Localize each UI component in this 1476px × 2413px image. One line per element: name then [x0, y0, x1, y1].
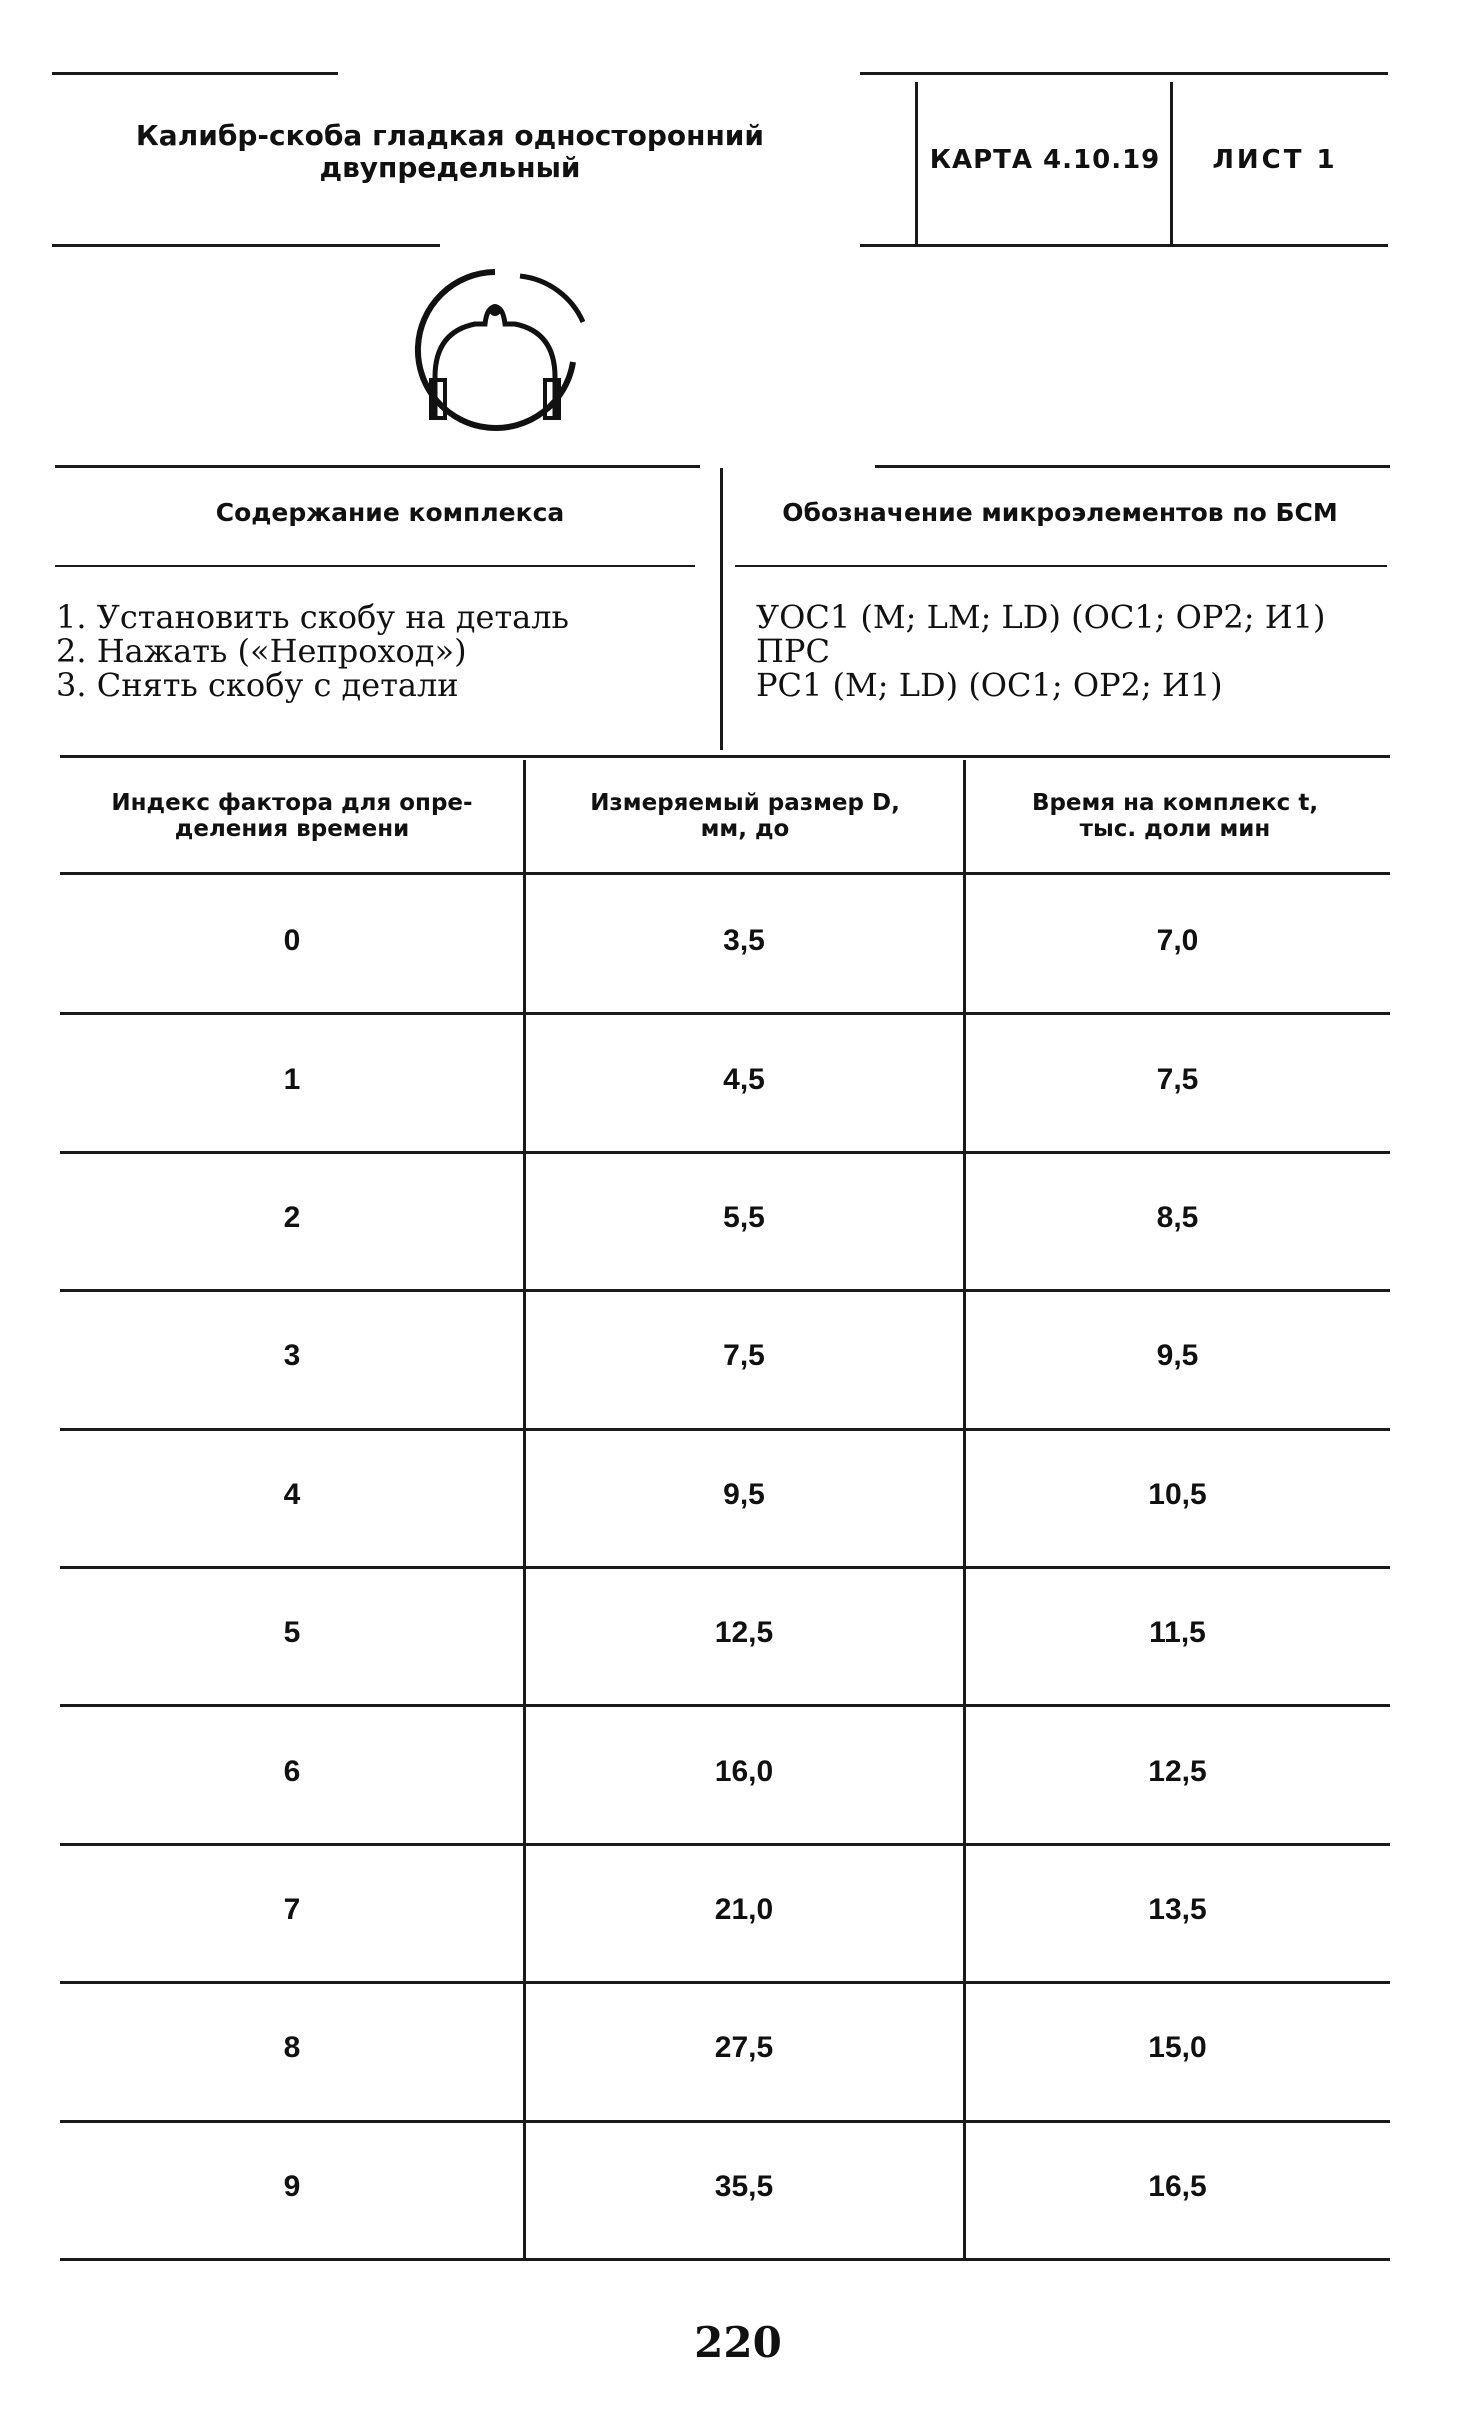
size-cell: 7,5 [723, 1339, 765, 1373]
steps-list [56, 600, 569, 702]
size-cell: 3,5 [723, 924, 765, 958]
list-item: 2. Нажать («Непроход») [56, 632, 467, 670]
header-rule-left-bottom [52, 244, 440, 247]
size-cell: 16,0 [714, 1754, 774, 1788]
row-rule [60, 1289, 1390, 1292]
index-cell: 8 [283, 2031, 301, 2065]
table-col-divider-1 [523, 760, 526, 2260]
size-cell: 35,5 [714, 2169, 774, 2203]
index-cell: 7 [283, 1893, 301, 1926]
content-divider [720, 468, 723, 750]
index-cell: 1 [283, 1062, 301, 1096]
list-item: ПРС [756, 632, 830, 670]
card-number: КАРТА 4.10.19 [929, 145, 1161, 175]
index-cell: 3 [283, 1339, 301, 1373]
index-cell: 5 [283, 1616, 301, 1650]
size-cell: 5,5 [723, 1201, 765, 1234]
table-col-divider-2 [963, 760, 966, 2260]
time-cell: 7,0 [1156, 924, 1199, 958]
row-rule [60, 1151, 1390, 1154]
time-cell: 7,5 [1156, 1062, 1199, 1096]
header-divider-1 [915, 82, 918, 244]
content-rule-top-left [55, 465, 700, 468]
time-cell: 11,5 [1149, 1616, 1206, 1650]
row-rule [60, 2120, 1390, 2123]
microelements-heading: Обозначение микроэлементов по БСМ [782, 498, 1338, 527]
microelement-codes [756, 600, 1325, 702]
index-cell: 2 [283, 1201, 301, 1234]
row-rule [60, 1981, 1390, 1984]
table-rule-top [60, 755, 1390, 758]
time-cell: 12,5 [1148, 1754, 1207, 1788]
content-rule-mid-left [55, 565, 695, 567]
snap-gauge-icon [395, 262, 615, 442]
row-rule [60, 1428, 1390, 1431]
header-rule-right-bottom [860, 244, 1388, 247]
size-cell: 12,5 [714, 1616, 774, 1650]
size-cell: 27,5 [714, 2031, 774, 2065]
list-item: УОС1 (М; LM; LD) (ОС1; ОР2; И1) [756, 598, 1326, 636]
time-cell: 13,5 [1148, 1893, 1207, 1926]
time-cell: 16,5 [1148, 2169, 1207, 2203]
row-rule [60, 1012, 1390, 1015]
row-rule [60, 1843, 1390, 1846]
row-rule [60, 1704, 1390, 1707]
header-divider-2 [1170, 82, 1173, 244]
list-item: 1. Установить скобу на деталь [56, 598, 569, 636]
content-heading: Содержание комплекса [215, 498, 565, 527]
column-header-size: Измеряемый размер D, мм, до [590, 790, 900, 842]
content-rule-mid-right [735, 565, 1387, 567]
table-rule-header [60, 872, 1390, 875]
size-cell: 4,5 [723, 1062, 765, 1096]
time-cell: 10,5 [1148, 1477, 1207, 1511]
index-cell: 9 [283, 2169, 301, 2203]
content-rule-top-right [875, 465, 1390, 468]
column-header-time: Время на комплекс t, тыс. доли мин [1031, 790, 1319, 842]
index-cell: 0 [283, 924, 301, 958]
list-item: РС1 (М; LD) (ОС1; ОР2; И1) [756, 666, 1223, 704]
index-cell: 6 [283, 1754, 301, 1788]
header-rule-left-top [52, 72, 338, 75]
header-rule-right-top [860, 72, 1388, 75]
time-cell: 8,5 [1156, 1201, 1199, 1234]
size-cell: 21,0 [714, 1893, 774, 1926]
document-title: Калибр-скоба гладкая односторонний двупредельный [135, 119, 765, 184]
time-cell: 9,5 [1156, 1339, 1199, 1373]
column-header-index: Индекс фактора для опре- деления времени [111, 790, 473, 842]
page-number: 220 [694, 2318, 782, 2367]
list-item: 3. Снять скобу с детали [56, 666, 459, 704]
index-cell: 4 [283, 1477, 301, 1511]
time-cell: 15,0 [1148, 2031, 1207, 2065]
sheet-number: ЛИСТ 1 [1212, 145, 1338, 175]
row-rule [60, 2258, 1390, 2261]
size-cell: 9,5 [723, 1477, 765, 1511]
row-rule [60, 1566, 1390, 1569]
